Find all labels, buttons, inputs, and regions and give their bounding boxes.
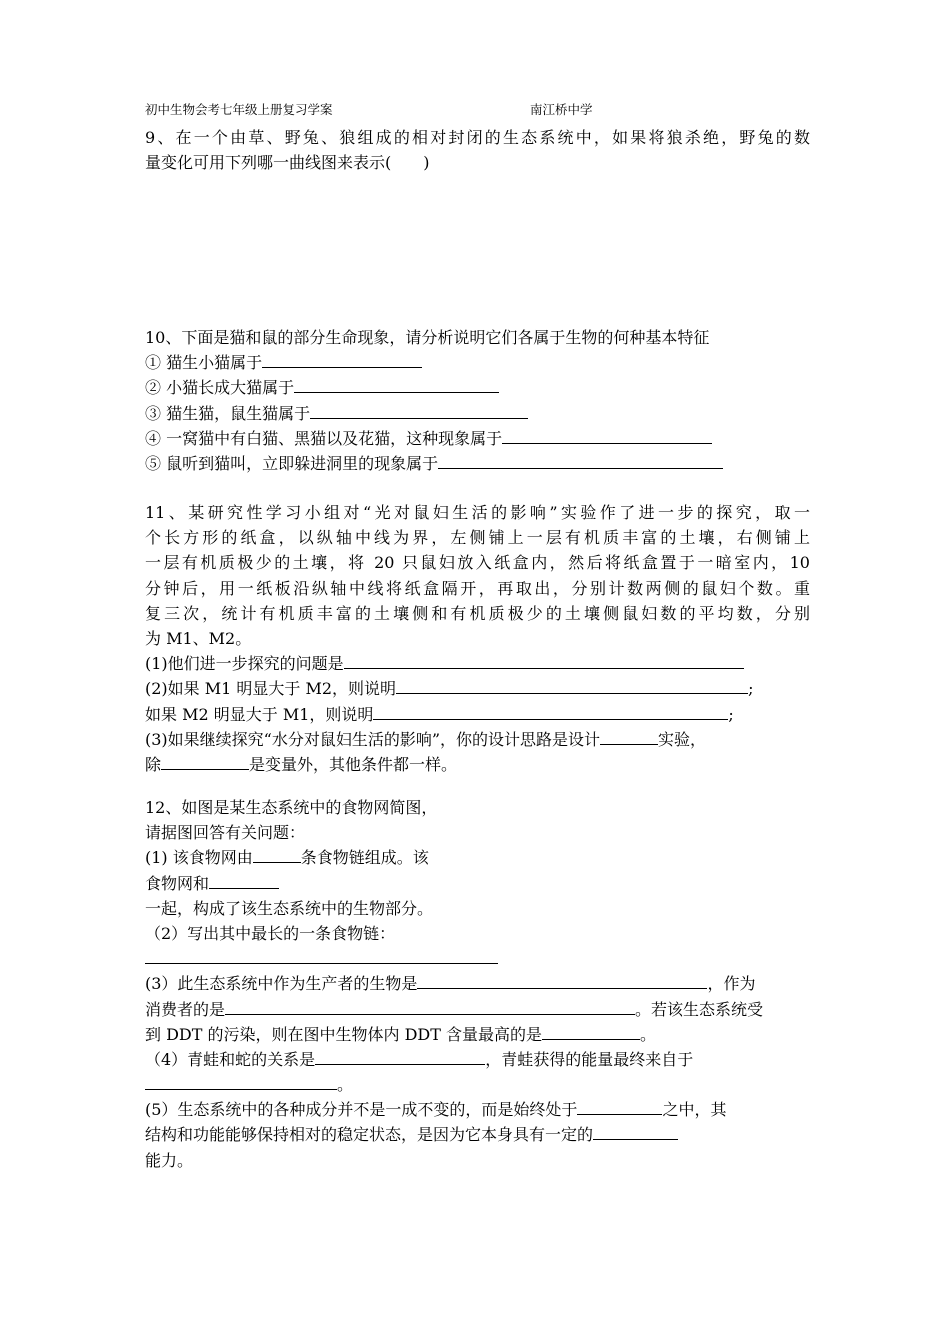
q12-line-2: 请据图回答有关问题： [145, 823, 306, 843]
q12-line-5: 一起，构成了该生态系统中的生物部分。 [145, 898, 434, 918]
q12-line-11 [145, 1047, 810, 1072]
q11-part-3a-text: (3)如果继续探究“水分对鼠妇生活的影响”，你的设计思路是设计 [145, 729, 601, 749]
q11-part-3b-tail: 是变量外，其他条件都一样。 [249, 754, 458, 774]
q12-line-10 [145, 1022, 810, 1047]
q10-item-3-text: ③ 猫生猫，鼠生猫属于 [145, 403, 311, 423]
answer-blank[interactable] [161, 752, 249, 770]
q11-part-2a-text: (2)如果 M1 明显大于 M2，则说明 [145, 679, 397, 699]
semicolon: ; [748, 679, 754, 699]
q10-item-2-text: ② 小猫长成大猫属于 [145, 378, 295, 398]
q11-line-2: 个长方形的纸盒，以纵轴中线为界，左侧铺上一层有机质丰富的土壤，右侧铺上 [145, 528, 810, 548]
q11-part-2a [145, 676, 810, 701]
q12-line-3-tail: 条食物链组成。该 [300, 848, 429, 868]
q12-line-12-tail: 。 [337, 1075, 354, 1095]
q12-line-14-text: 结构和功能能够保持相对的稳定状态，是因为它本身具有一定的 [145, 1125, 594, 1145]
q12-line-4-text: 食物网和 [145, 873, 210, 893]
q9-line-2: 量变化可用下列哪一曲线图来表示( ) [145, 153, 430, 173]
q12-line-8 [145, 971, 810, 996]
q12-line-9-tail: 。若该生态系统受 [635, 999, 764, 1019]
q10-item-5-text: ⑤ 鼠听到猫叫，立即躲进洞里的现象属于 [145, 453, 439, 473]
q12-line-11-tail: ，青蛙获得的能量最终来自于 [485, 1049, 694, 1069]
q11-part-3b [145, 752, 810, 777]
answer-blank[interactable] [294, 375, 499, 393]
q12-line-10-text: 到 DDT 的污染，则在图中生物体内 DDT 含量最高的是 [145, 1024, 543, 1044]
answer-blank[interactable] [577, 1097, 662, 1115]
answer-blank[interactable] [315, 1047, 485, 1065]
answer-blank[interactable] [262, 350, 422, 368]
question-10 [145, 325, 810, 476]
header-school: 南江桥中学 [530, 102, 593, 117]
q10-item-1-text: ① 猫生小猫属于 [145, 353, 263, 373]
header-title: 初中生物会考七年级上册复习学案 [145, 102, 333, 117]
answer-blank[interactable] [145, 1072, 337, 1090]
answer-blank[interactable] [593, 1122, 678, 1140]
q12-line-7 [145, 946, 810, 971]
answer-blank[interactable] [542, 1022, 640, 1040]
answer-blank[interactable] [225, 997, 635, 1015]
q11-part-1-text: (1)他们进一步探究的问题是 [145, 654, 344, 674]
q12-line-13-text: (5）生态系统中的各种成分并不是一成不变的，而是始终处于 [145, 1100, 578, 1120]
q11-line-4: 分钟后，用一纸板沿纵轴中线将纸盒隔开，再取出，分别计数两侧的鼠妇个数。重 [145, 578, 810, 598]
q12-line-13-tail: 之中，其 [662, 1100, 727, 1120]
q11-line-6: 为 M1、M2。 [145, 628, 252, 648]
q12-line-4 [145, 871, 810, 896]
answer-blank[interactable] [145, 946, 498, 964]
q12-line-9-text: 消费者的是 [145, 999, 226, 1019]
q10-intro: 10、下面是猫和鼠的部分生命现象，请分析说明它们各属于生物的何种基本特征 [145, 328, 710, 347]
answer-blank[interactable] [396, 676, 748, 694]
q11-line-1: 11、某研究性学习小组对“光对鼠妇生活的影响”实验作了进一步的探究，取一 [145, 503, 810, 522]
q10-item-5 [145, 451, 810, 476]
q12-line-14 [145, 1122, 810, 1147]
answer-blank[interactable] [253, 845, 301, 863]
q12-line-6: （2）写出其中最长的一条食物链： [145, 923, 396, 943]
q12-line-12 [145, 1072, 810, 1097]
q11-part-1 [145, 651, 810, 676]
answer-blank[interactable] [209, 871, 279, 889]
answer-blank[interactable] [344, 651, 744, 669]
q11-part-2b-text: 如果 M2 明显大于 M1，则说明 [145, 704, 374, 724]
q11-part-3a-tail: 实验， [658, 729, 707, 749]
question-9 [145, 125, 810, 175]
q10-item-4 [145, 426, 810, 451]
answer-blank[interactable] [600, 727, 658, 745]
answer-blank[interactable] [417, 971, 707, 989]
semicolon: ; [728, 704, 734, 724]
q12-line-3-text: (1) 该食物网由 [145, 848, 253, 868]
q12-line-8-tail: ，作为 [707, 974, 756, 994]
q10-item-3 [145, 401, 810, 426]
q11-part-2b [145, 702, 810, 727]
answer-blank[interactable] [502, 426, 712, 444]
q11-line-5: 复三次，统计有机质丰富的土壤侧和有机质极少的土壤侧鼠妇数的平均数，分别 [145, 603, 810, 623]
q12-line-15: 能力。 [145, 1150, 194, 1170]
q9-line-1: 9、在一个由草、野兔、狼组成的相对封闭的生态系统中，如果将狼杀绝，野兔的数 [145, 128, 810, 147]
q10-item-1 [145, 350, 810, 375]
q11-part-3b-text: 除 [145, 754, 162, 774]
q12-line-3 [145, 845, 810, 870]
q11-part-3a [145, 727, 810, 752]
answer-blank[interactable] [438, 451, 723, 469]
q10-item-2 [145, 375, 810, 400]
q12-line-13 [145, 1097, 810, 1122]
q12-line-1: 12、如图是某生态系统中的食物网简图， [145, 798, 438, 817]
question-11 [145, 500, 810, 777]
answer-blank[interactable] [373, 702, 728, 720]
q11-line-3: 一层有机质极少的土壤，将 20 只鼠妇放入纸盒内，然后将纸盒置于一暗室内，10 [145, 553, 810, 573]
answer-blank[interactable] [310, 401, 528, 419]
q10-item-4-text: ④ 一窝猫中有白猫、黑猫以及花猫，这种现象属于 [145, 428, 503, 448]
q12-line-9 [145, 997, 810, 1022]
q12-line-11-text: （4）青蛙和蛇的关系是 [145, 1049, 316, 1069]
question-12 [145, 795, 810, 1173]
q12-line-10-tail: 。 [640, 1024, 657, 1044]
q12-line-8-text: (3）此生态系统中作为生产者的生物是 [145, 974, 418, 994]
